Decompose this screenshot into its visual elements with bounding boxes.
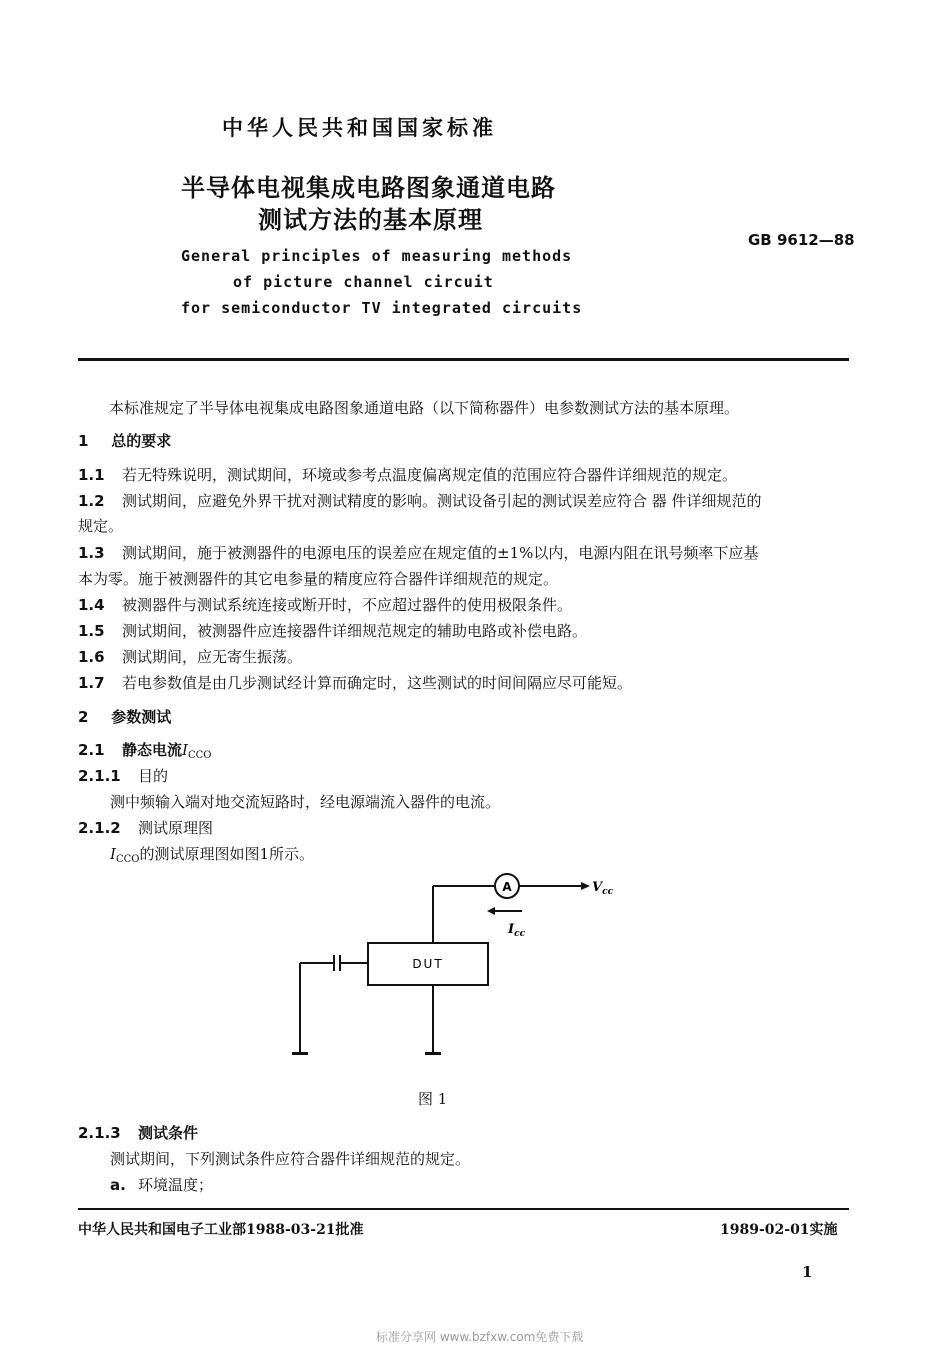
section-2-heading: 2 参数测试 [78, 708, 172, 726]
clause-1-1: 1.1 若无特殊说明，测试期间，环境或参考点温度偏离规定值的范围应符合器件详细规范的规定。 [78, 466, 738, 484]
page-number: 1 [802, 1263, 813, 1281]
icc-label: $I_{cc}$ [508, 922, 526, 939]
condition-item-a: a. 环境温度； [110, 1176, 214, 1194]
clause-1-2: 1.2 测试期间，应避免外界干扰对测试精度的影响。测试设备引起的测试误差应符合 器 件详细规范的 [78, 492, 762, 510]
footer-rule [78, 1208, 849, 1210]
clause-1-3: 1.3 测试期间，施于被测器件的电源电压的误差应在规定值的±1%以内，电源内阻在讯号频率下应基 [78, 544, 759, 562]
clause-1-4: 1.4 被测器件与测试系统连接或断开时，不应超过器件的使用极限条件。 [78, 596, 573, 614]
clause-2-1-1-heading: 2.1.1 目的 [78, 767, 169, 785]
clause-2-1-2-text: $I_{CCO}$的测试原理图如图1所示。 [110, 845, 314, 865]
dut-label: DUT [412, 957, 444, 971]
clause-2-1-2-heading: 2.1.2 测试原理图 [78, 819, 214, 837]
clause-1-6: 1.6 测试期间，应无寄生振荡。 [78, 648, 303, 666]
watermark: 标准分享网 www.bzfxw.com免费下载 [376, 1330, 584, 1344]
approval-note: 中华人民共和国电子工业部1988-03-21批准 [78, 1222, 364, 1238]
clause-2-1-3-heading: 2.1.3 测试条件 [78, 1124, 199, 1142]
standard-code: GB 9612—88 [748, 231, 855, 249]
clause-1-3-continued: 本为零。施于被测器件的其它电参量的精度应符合器件详细规范的规定。 [78, 570, 559, 588]
effective-date: 1989-02-01实施 [720, 1222, 838, 1238]
figure-1-circuit-diagram [290, 868, 630, 1068]
clause-2-1-1-text: 测中频输入端对地交流短路时，经电源端流入器件的电流。 [110, 793, 501, 811]
clause-1-5: 1.5 测试期间，被测器件应连接器件详细规范规定的辅助电路或补偿电路。 [78, 622, 588, 640]
standard-org-heading: 中华人民共和国国家标准 [222, 115, 497, 140]
figure-1-caption: 图 1 [418, 1090, 448, 1108]
title-cn-line1: 半导体电视集成电路图象通道电路 [181, 173, 556, 202]
ground-symbol-right-icon [425, 1052, 441, 1055]
vcc-label: $V_{cc}$ [592, 880, 614, 897]
title-en-line1: General principles of measuring methods [181, 247, 573, 265]
clause-2-1-heading: 2.1 静态电流$I_{CCO}$ [78, 741, 212, 761]
ammeter-label: A [502, 880, 512, 894]
vcc-arrow-icon [581, 882, 590, 890]
title-en-line3: for semiconductor TV integrated circuits [181, 299, 583, 317]
current-arrowhead-icon [487, 907, 495, 915]
title-en-line2: of picture channel circuit [233, 273, 494, 291]
clause-2-1-3-text: 测试期间，下列测试条件应符合器件详细规范的规定。 [110, 1150, 471, 1168]
clause-1-7: 1.7 若电参数值是由几步测试经计算而确定时，这些测试的时间间隔应尽可能短。 [78, 674, 633, 692]
intro-paragraph: 本标准规定了半导体电视集成电路图象通道电路（以下简称器件）电参数测试方法的基本原理。 [109, 399, 740, 417]
section-1-heading [78, 430, 171, 451]
header-rule [78, 358, 849, 361]
clause-1-2-continued: 规定。 [78, 517, 124, 535]
title-cn-line2: 测试方法的基本原理 [258, 205, 483, 234]
section-1-title: 总的要求 [111, 432, 172, 450]
ground-symbol-left-icon [292, 1052, 308, 1055]
section-1-number: 1 [78, 432, 89, 450]
